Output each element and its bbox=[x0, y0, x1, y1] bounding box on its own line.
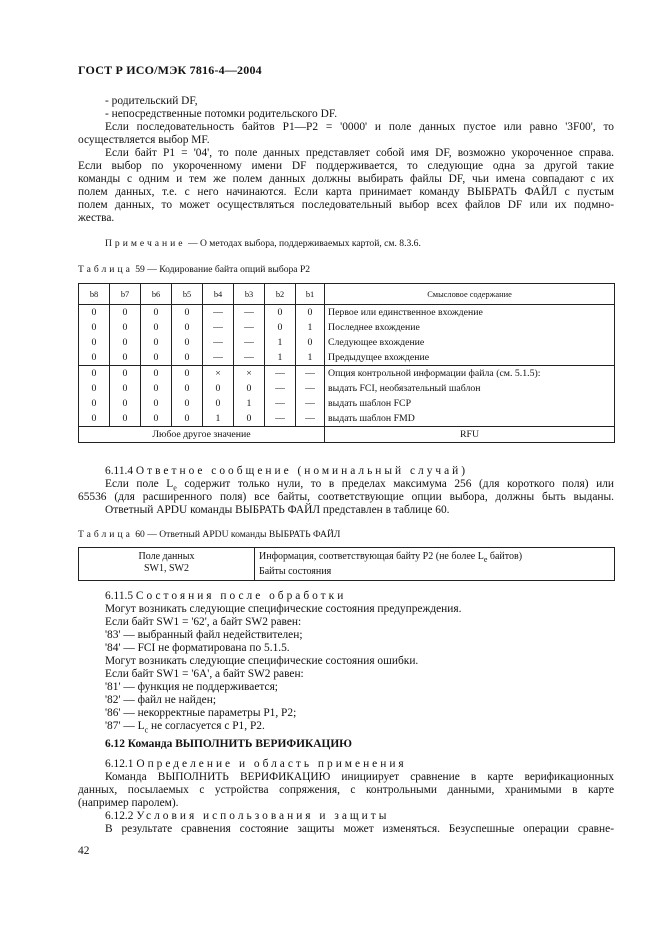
table59-bit-cell: 0 bbox=[110, 335, 141, 350]
table60-caption-text: 60 — Ответный APDU команды ВЫБРАТЬ ФАЙЛ bbox=[135, 529, 341, 540]
table60-caption bbox=[78, 528, 340, 541]
table59-bit-cell: 0 bbox=[79, 411, 110, 427]
table59-bit-cell: 0 bbox=[79, 305, 110, 321]
table59-bit-cell: 0 bbox=[296, 335, 325, 350]
list-line: '82' — файл не найден; bbox=[105, 694, 217, 706]
table59-bit-cell: 0 bbox=[110, 411, 141, 427]
table59-bit-cell: 0 bbox=[79, 335, 110, 350]
table59-row bbox=[79, 335, 615, 350]
table59-row bbox=[79, 381, 615, 396]
table59-bit-cell: 1 bbox=[203, 411, 234, 427]
table59-bit-cell: 0 bbox=[141, 335, 172, 350]
paragraph-line: 65536 (для расширенного поля) все байты, соответствующие опции выбора, должны быть выданы. bbox=[78, 491, 614, 503]
table59-bit-cell: 0 bbox=[172, 320, 203, 335]
table59-bit-cell: 0 bbox=[110, 381, 141, 396]
table59-bit-cell: — bbox=[296, 396, 325, 411]
table59-meaning-cell: выдать FCI, необязательный шаблон bbox=[325, 381, 615, 396]
table60-right-line: Байты состояния bbox=[259, 565, 332, 577]
list-line: '81' — функция не поддерживается; bbox=[105, 681, 278, 693]
table59-meaning-cell: выдать шаблон FMD bbox=[325, 411, 615, 427]
table59-caption-label: Таблица bbox=[78, 264, 133, 275]
table59-footer-right: RFU bbox=[325, 427, 615, 443]
section-6115-heading bbox=[105, 590, 346, 603]
table59-bit-cell: 1 bbox=[296, 350, 325, 366]
table59-bit-cell: 0 bbox=[203, 381, 234, 396]
table59-bit-cell: 0 bbox=[172, 381, 203, 396]
intro-line: - родительский DF, bbox=[105, 95, 198, 107]
table59-header-bit: b6 bbox=[141, 284, 172, 305]
paragraph-line: В результате сравнения состояние защиты может изменяться. Безуспешные операции сравне- bbox=[105, 823, 614, 835]
table59-bit-cell: — bbox=[234, 305, 265, 321]
paragraph-line: команды с одним и тем же полем данных должны выбирать файлы DF, чьи имена совпадают с их bbox=[78, 173, 614, 185]
table59-bit-cell: 1 bbox=[265, 335, 296, 350]
table59-bit-cell: — bbox=[296, 411, 325, 427]
section-number: 6.11.4 bbox=[105, 465, 134, 477]
paragraph-line: жества. bbox=[78, 212, 115, 224]
section-6114-heading bbox=[105, 465, 468, 478]
table59-bit-cell: — bbox=[265, 411, 296, 427]
table59-bit-cell: 0 bbox=[110, 366, 141, 382]
table59-bit-cell: 1 bbox=[296, 320, 325, 335]
list-line: Могут возникать следующие специфические состояния ошибки. bbox=[105, 655, 419, 667]
table59-row bbox=[79, 320, 615, 335]
list-line: Если байт SW1 = '62', а байт SW2 равен: bbox=[105, 616, 302, 628]
table60-left-line: SW1, SW2 bbox=[144, 562, 189, 574]
list-line: '84' — FCI не форматирована по 5.1.5. bbox=[105, 642, 290, 654]
table59-header-bit: b5 bbox=[172, 284, 203, 305]
table59-bit-cell: — bbox=[265, 396, 296, 411]
table59-bit-cell: 0 bbox=[234, 411, 265, 427]
list-line: '87' — $L_c$ не согласуется с Р1, Р2. bbox=[105, 720, 265, 735]
table59-meaning-cell: выдать шаблон FCP bbox=[325, 396, 615, 411]
table59-bit-cell: 0 bbox=[141, 350, 172, 366]
table59-bit-cell: 0 bbox=[172, 305, 203, 321]
paragraph-line: данных, посылаемых с устройства сопряжения, с контрольными данными, хранимыми в карте bbox=[78, 784, 614, 796]
table59-footer-row bbox=[79, 427, 615, 443]
section-title: Условия использования и защиты bbox=[136, 810, 390, 822]
paragraph-line: (например паролем). bbox=[78, 797, 179, 809]
table59-bit-cell: 0 bbox=[141, 305, 172, 321]
table60-right-line: Информация, соответствующая байту Р2 (не более $L_e$ байтов) bbox=[259, 551, 523, 564]
document-header: ГОСТ Р ИСО/МЭК 7816-4—2004 bbox=[78, 63, 262, 77]
table59-bit-cell: 0 bbox=[172, 335, 203, 350]
intro-line: - непосредственные потомки родительского DF. bbox=[105, 108, 338, 120]
table59-meaning-cell: Первое или единственное вхождение bbox=[325, 305, 615, 321]
table60-right-cell bbox=[255, 548, 615, 581]
table59-bit-cell: 0 bbox=[265, 320, 296, 335]
table59-bit-cell: — bbox=[296, 366, 325, 382]
table59-meaning-cell: Следующее вхождение bbox=[325, 335, 615, 350]
table59-bit-cell: — bbox=[203, 350, 234, 366]
table59-bit-cell: — bbox=[203, 335, 234, 350]
table59-bit-cell: 0 bbox=[79, 381, 110, 396]
table59-bit-cell: — bbox=[234, 350, 265, 366]
paragraph-line: Если последовательность байтов Р1—Р2 = '0000' и поле данных пустое или равно '3F00', то bbox=[105, 121, 614, 133]
table59-row bbox=[79, 396, 615, 411]
table59-caption-text: 59 — Кодирование байта опций выбора Р2 bbox=[135, 264, 311, 275]
table60-left-line: Поле данных bbox=[138, 551, 195, 562]
table59-bit-cell: 0 bbox=[110, 396, 141, 411]
table59-bit-cell: 1 bbox=[234, 396, 265, 411]
section-number: 6.12.1 bbox=[105, 758, 134, 770]
note bbox=[105, 237, 421, 250]
table59-bit-cell: — bbox=[265, 366, 296, 382]
table59-bit-cell: 0 bbox=[141, 396, 172, 411]
table59-bit-cell: — bbox=[265, 381, 296, 396]
paragraph-line: Если поле $L_e$ содержит только нули, то в пределах максимума 256 (для короткого поля) или bbox=[105, 478, 614, 493]
table59-bit-cell: 0 bbox=[172, 366, 203, 382]
table59-header-bit: b7 bbox=[110, 284, 141, 305]
table59-row bbox=[79, 350, 615, 366]
table-60 bbox=[78, 547, 615, 581]
table59-caption bbox=[78, 263, 310, 276]
table59-bit-cell: 0 bbox=[110, 320, 141, 335]
list-line: '83' — выбранный файл недействителен; bbox=[105, 629, 303, 641]
table59-header-bit: b3 bbox=[234, 284, 265, 305]
table59-header-bit: b2 bbox=[265, 284, 296, 305]
table59-header-bit: b8 bbox=[79, 284, 110, 305]
table59-body bbox=[79, 305, 615, 427]
table59-meaning-cell: Последнее вхождение bbox=[325, 320, 615, 335]
table59-bit-cell: 0 bbox=[141, 381, 172, 396]
table59-bit-cell: 0 bbox=[234, 381, 265, 396]
section-title: Определение и область применения bbox=[136, 758, 407, 770]
table59-bit-cell: 0 bbox=[296, 305, 325, 321]
table59-bit-cell: 0 bbox=[141, 411, 172, 427]
table59-bit-cell: 0 bbox=[172, 411, 203, 427]
table60-left-cell bbox=[79, 548, 255, 581]
paragraph-line: полем данных, то может осуществляться последовательный выбор всех файлов DF или их подмно- bbox=[78, 199, 614, 211]
paragraph-line: Ответный APDU команды ВЫБРАТЬ ФАЙЛ представлен в таблице 60. bbox=[105, 504, 450, 516]
table59-row bbox=[79, 305, 615, 321]
table59-bit-cell: 0 bbox=[141, 320, 172, 335]
section-612-heading: 6.12 Команда ВЫПОЛНИТЬ ВЕРИФИКАЦИЮ bbox=[105, 738, 352, 750]
paragraph-line: Команда ВЫПОЛНИТЬ ВЕРИФИКАЦИЮ инициирует сравнение в карте верификационных bbox=[105, 771, 614, 783]
table59-bit-cell: × bbox=[234, 366, 265, 382]
table59-footer-left: Любое другое значение bbox=[79, 427, 325, 443]
table59-bit-cell: 1 bbox=[265, 350, 296, 366]
table59-bit-cell: 0 bbox=[110, 350, 141, 366]
paragraph-line: полем данных, т.е. с него начинаются. Если карта принимает команду ВЫБРАТЬ ФАЙЛ с пустым bbox=[78, 186, 614, 198]
paragraph-line: осуществляется выбор MF. bbox=[78, 134, 210, 146]
table59-meaning-cell: Предыдущее вхождение bbox=[325, 350, 615, 366]
note-text: — О методах выбора, поддерживаемых картой, см. 8.3.6. bbox=[187, 238, 421, 249]
table59-bit-cell: 0 bbox=[172, 350, 203, 366]
table60-caption-label: Таблица bbox=[78, 529, 133, 540]
table59-bit-cell: 0 bbox=[79, 396, 110, 411]
table59-bit-cell: 0 bbox=[79, 366, 110, 382]
table59-bit-cell: 0 bbox=[79, 350, 110, 366]
table59-bit-cell: 0 bbox=[203, 396, 234, 411]
section-title: Ответное сообщение (номинальный случай) bbox=[135, 465, 469, 477]
table59-bit-cell: — bbox=[203, 305, 234, 321]
paragraph-line: Если выбор по укороченному имени DF поддерживается, то следующие одна за другой такие bbox=[78, 160, 614, 172]
section-number: 6.11.5 bbox=[105, 590, 134, 602]
table-59 bbox=[78, 283, 615, 443]
table59-bit-cell: × bbox=[203, 366, 234, 382]
list-line: Могут возникать следующие специфические состояния предупреждения. bbox=[105, 603, 462, 615]
table59-bit-cell: 0 bbox=[79, 320, 110, 335]
table59-header-bit: b1 bbox=[296, 284, 325, 305]
table59-bit-cell: 0 bbox=[141, 366, 172, 382]
table60-row bbox=[79, 548, 615, 581]
table59-row bbox=[79, 411, 615, 427]
table59-header-bit: b4 bbox=[203, 284, 234, 305]
table59-header-meaning: Смысловое содержание bbox=[325, 284, 615, 305]
list-line: Если байт SW1 = '6А', а байт SW2 равен: bbox=[105, 668, 304, 680]
section-6122-heading bbox=[105, 810, 389, 823]
table59-bit-cell: — bbox=[234, 335, 265, 350]
table59-meaning-cell: Опция контрольной информации файла (см. 5.1.5): bbox=[325, 366, 615, 382]
table59-header-row bbox=[79, 284, 615, 305]
page-number: 42 bbox=[78, 845, 90, 857]
section-number: 6.12.2 bbox=[105, 810, 134, 822]
table59-bit-cell: 0 bbox=[172, 396, 203, 411]
table59-bit-cell: — bbox=[296, 381, 325, 396]
paragraph-line: Если байт Р1 = '04', то поле данных представляет собой имя DF, возможно укороченное справа. bbox=[105, 147, 614, 159]
section-title: Состояния после обработки bbox=[135, 590, 347, 602]
list-line: '86' — некорректные параметры Р1, Р2; bbox=[105, 707, 297, 719]
table59-bit-cell: — bbox=[234, 320, 265, 335]
table59-bit-cell: 0 bbox=[110, 305, 141, 321]
table59-row bbox=[79, 366, 615, 382]
note-label: Примечание bbox=[105, 238, 186, 249]
table59-bit-cell: — bbox=[203, 320, 234, 335]
section-6121-heading bbox=[105, 758, 407, 771]
table59-bit-cell: 0 bbox=[265, 305, 296, 321]
